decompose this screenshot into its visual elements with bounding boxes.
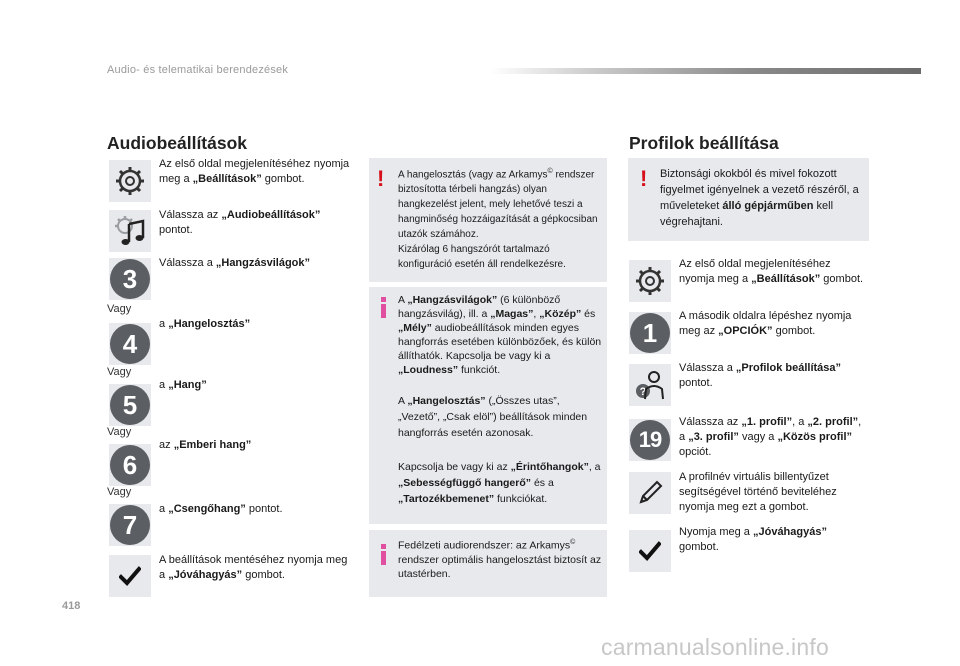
step-number-box [109, 258, 151, 300]
step-text: Válassza az „Audiobeállítások” pontot. [159, 209, 321, 236]
step-number: 4 [110, 324, 150, 364]
step-number-box [629, 312, 671, 354]
info-text: A „Hangzásvilágok” (6 különböző hangzásvilág), ill. a „Magas”, „Közép” és „Mély” audiobeállítások minden egyes hangforrás esetében különbözőek, és külön állíthatók. Kapcsolja be vagy ki a „Loudness” funkciót. [398, 294, 602, 376]
or-label: Vagy [107, 486, 132, 498]
step-text: a „Csengőhang” pontot. [159, 503, 283, 515]
check-icon [639, 540, 661, 562]
step-text: Az első oldal megjelenítéséhez nyomja meg a „Beállítások” gombot. [679, 258, 864, 285]
step-number: 6 [110, 445, 150, 485]
or-label: Vagy [107, 303, 132, 315]
warning-panel [628, 158, 869, 241]
step-number-box [109, 444, 151, 486]
pencil-icon [635, 478, 665, 508]
step-text: a „Hangelosztás” [159, 318, 251, 330]
profile-question-icon [632, 367, 668, 403]
step-text: az „Emberi hang” [159, 439, 252, 451]
or-label: Vagy [107, 366, 132, 378]
info-icon [381, 544, 386, 565]
page-number: 418 [62, 600, 81, 612]
warning-icon: ! [377, 166, 385, 191]
step-text: A profilnév virtuális billentyűzet segítségével történő beviteléhez nyomja meg ezt a gombot. [679, 471, 837, 513]
gear-icon [114, 165, 146, 197]
profiles-title: Profilok beállítása [629, 133, 779, 153]
step-text: Az első oldal megjelenítéséhez nyomja meg a „Beállítások” gombot. [159, 158, 350, 185]
step-text: Válassza a „Hangzásvilágok” [159, 257, 311, 269]
step-number-box [629, 419, 671, 461]
settings-button-left[interactable] [109, 160, 151, 202]
step-number-box [109, 504, 151, 546]
step-number: 5 [110, 385, 150, 425]
edit-name-button[interactable] [629, 472, 671, 514]
music-settings-icon [113, 214, 147, 248]
step-number: 7 [110, 505, 150, 545]
step-text: Nyomja meg a „Jóváhagyás” gombot. [679, 526, 827, 553]
step-text: A beállítások mentéséhez nyomja meg a „Jóváhagyás” gombot. [159, 554, 348, 581]
info-text: Fedélzeti audiorendszer: az Arkamys© rendszer optimális hangelosztást biztosít az utastérben. [398, 539, 602, 580]
gear-icon [634, 265, 666, 297]
info-panel [369, 287, 607, 524]
confirm-button-right[interactable] [629, 530, 671, 572]
or-label: Vagy [107, 426, 132, 438]
warning-icon: ! [640, 166, 648, 191]
info-panel [369, 530, 607, 597]
watermark: carmanualsonline.info [601, 634, 829, 660]
profile-settings-button[interactable] [629, 364, 671, 406]
step-number: 1 [630, 313, 670, 353]
audio-settings-title: Audiobeállítások [107, 133, 248, 153]
confirm-button-left[interactable] [109, 555, 151, 597]
audio-settings-button[interactable] [109, 210, 151, 252]
warning-text: Biztonsági okokból és mivel fokozott figyelmet igényelnek a vezető részéről, a műveleteket álló gépjárműben kell végrehajtani. [660, 168, 859, 228]
step-number-box [109, 384, 151, 426]
settings-button-right[interactable] [629, 260, 671, 302]
step-number: 3 [110, 259, 150, 299]
info-text: Kapcsolja be vagy ki az „Érintőhangok”, a „Sebességfüggő hangerő” és a „Tartozékbemenet” funkciókat. [398, 461, 601, 505]
step-text: Válassza a „Profilok beállítása” pontot. [679, 362, 842, 389]
warning-text: A hangelosztás (vagy az Arkamys© rendszer biztosította térbeli hangzás) olyan hangkezelést jelent, mely lehetővé teszi a hangminőség hozzáigazítását a gépkocsiban utazók számához. Kizárólag 6 hangszórót tartalmazó konfiguráció esetén áll rendelkezésre. [398, 168, 598, 271]
step-text: a „Hang” [159, 379, 207, 391]
step-text: Válassza az „1. profil”, a „2. profil”, a „3. profil” vagy a „Közös profil” opciót. [679, 416, 862, 458]
section-header: Audio- és telematikai berendezések [107, 64, 289, 76]
info-text: A „Hangelosztás” („Összes utas”, „Vezető”, „Csak elöl”) beállítások minden hangforrás esetén azonosak. [398, 395, 588, 439]
info-icon [381, 297, 386, 318]
check-icon [119, 565, 141, 587]
step-text: A második oldalra lépéshez nyomja meg az „OPCIÓK” gombot. [679, 310, 852, 337]
step-number-box [109, 323, 151, 365]
svg-text:?: ? [639, 386, 647, 398]
warning-panel [369, 158, 607, 282]
header-divider-bar [490, 68, 921, 74]
step-number: 19 [630, 420, 670, 460]
